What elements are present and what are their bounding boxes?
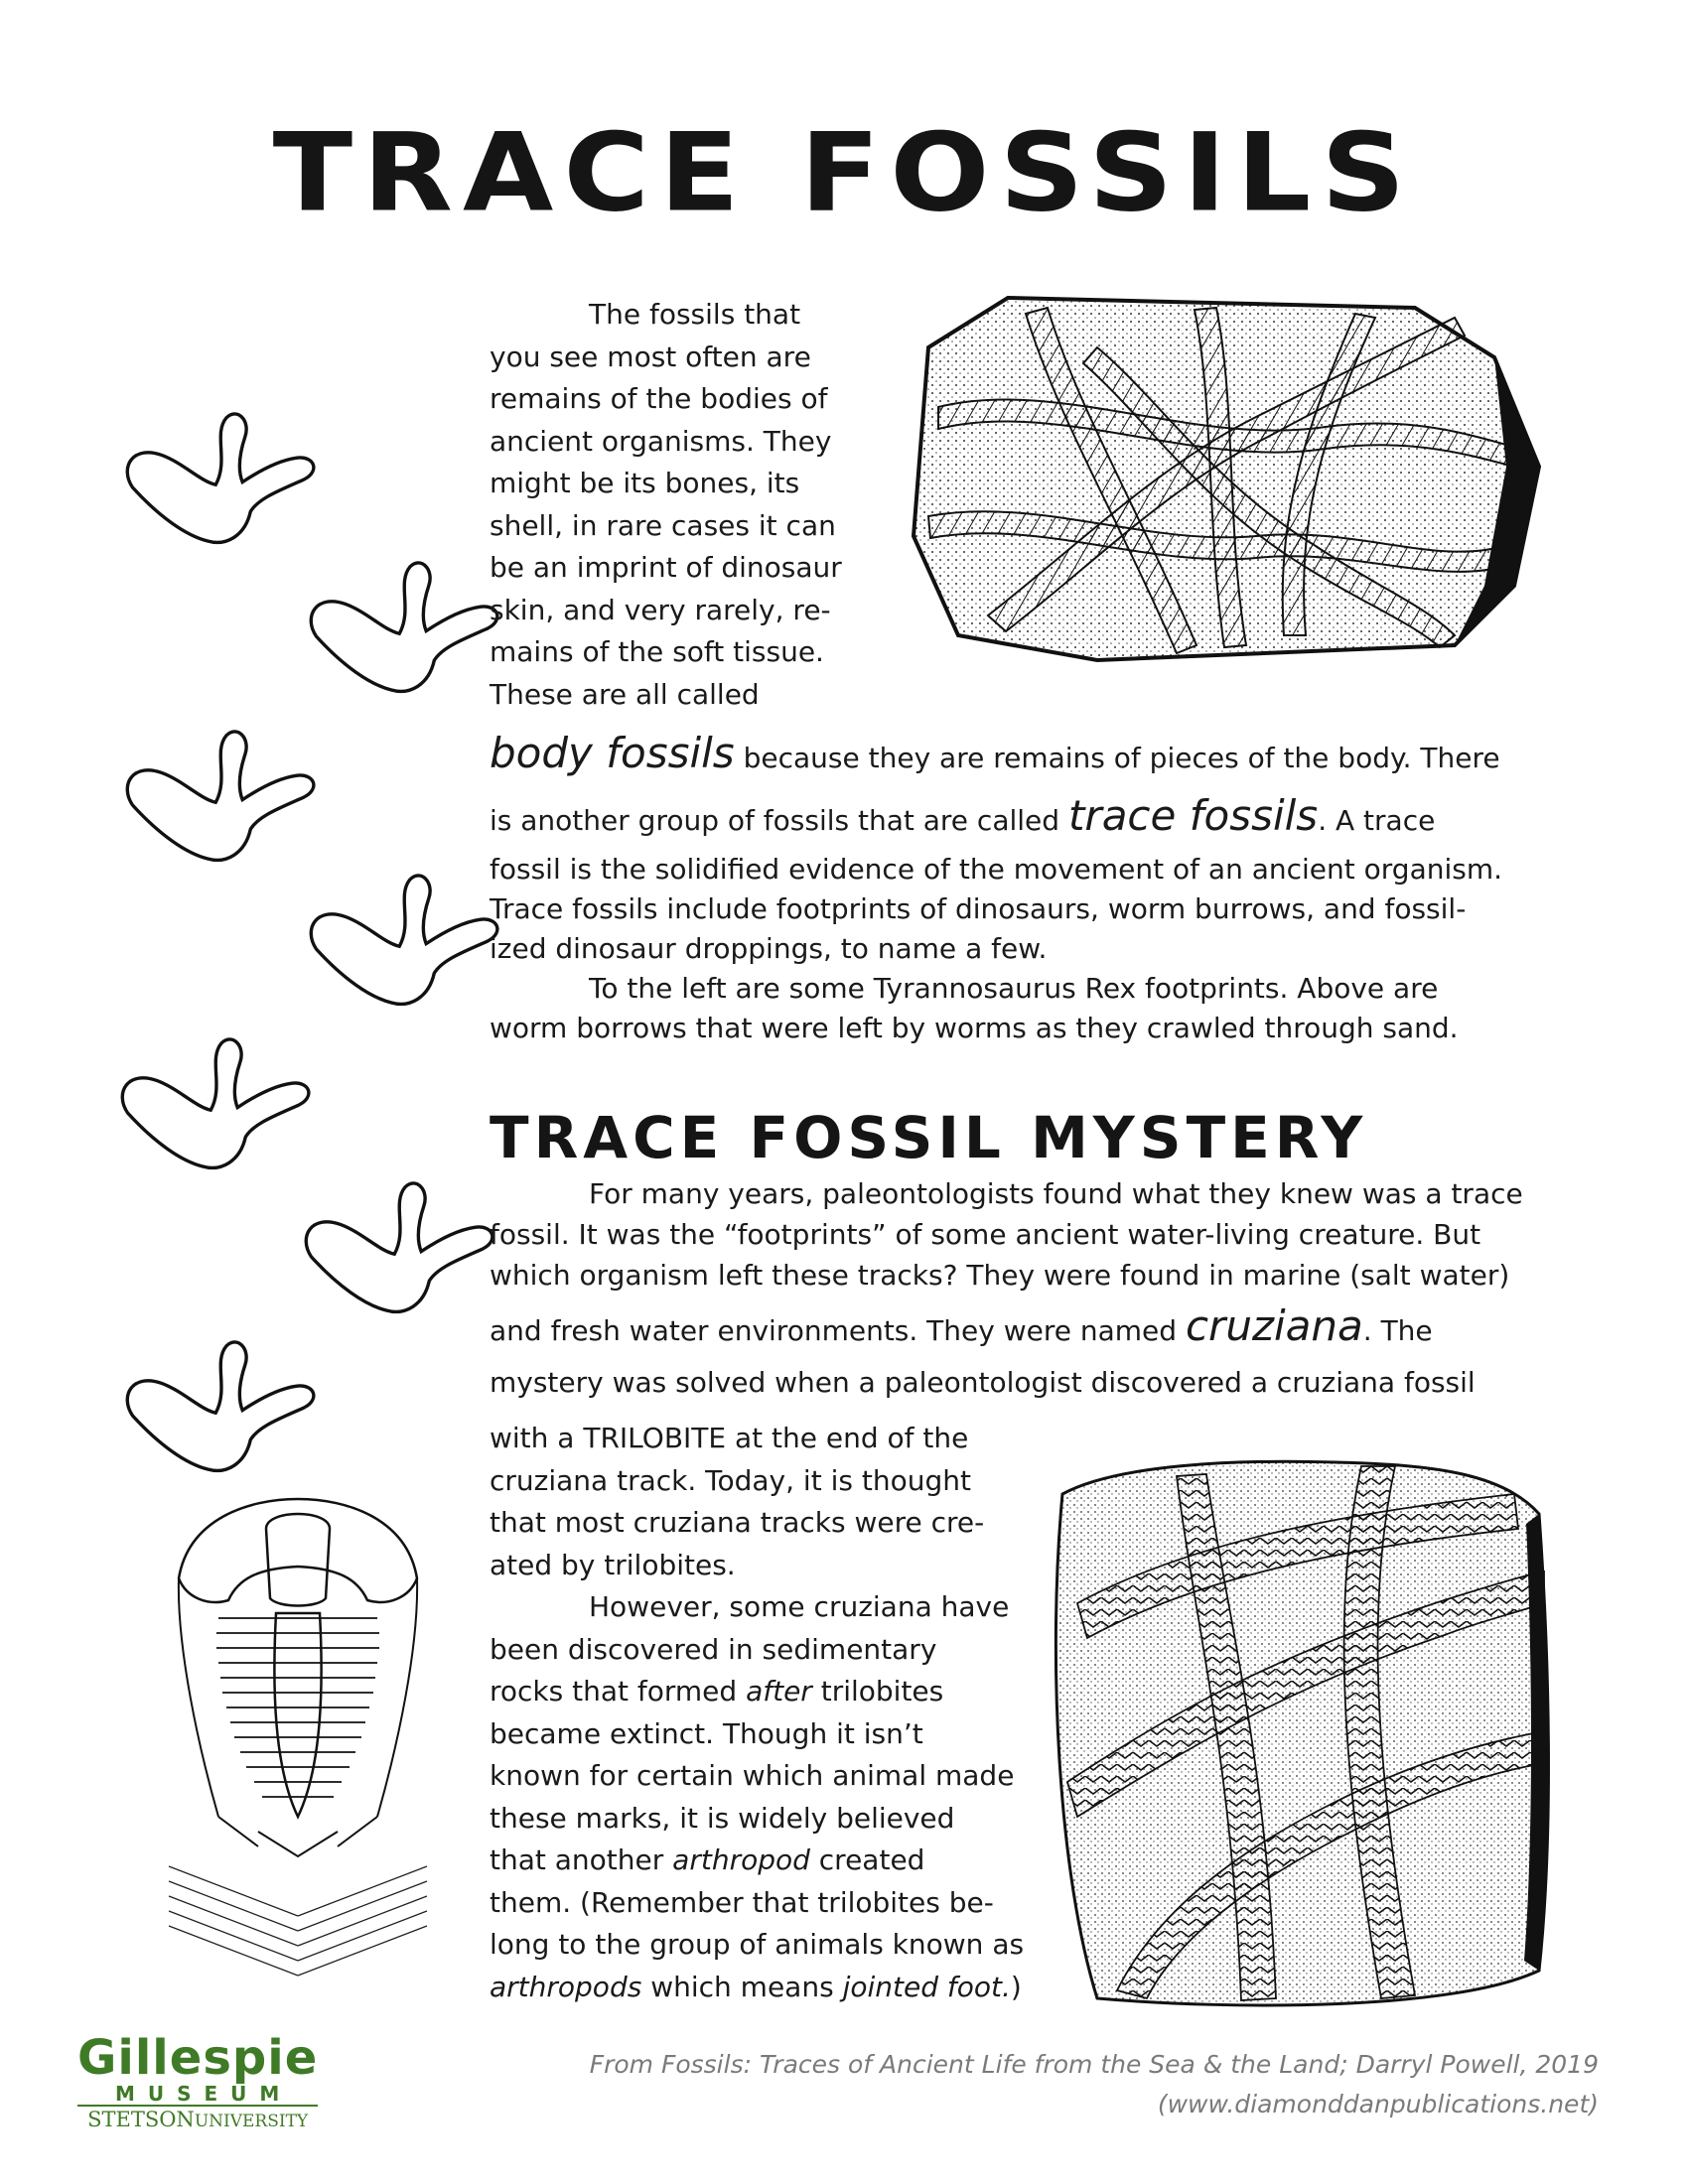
term-trace-fossils: trace fossils [1067,791,1319,840]
mystery-line: that most cruziana tracks were cre- [490,1506,985,1539]
section-heading: TRACE FOSSIL MYSTERY [490,1104,1368,1171]
intro-line: you see most often are [490,340,811,373]
term-body-fossils: body fossils [490,729,735,777]
mystery-text: and fresh water environments. They were named [490,1314,1186,1347]
logo-univ-name: STETSON [87,2108,195,2131]
mystery-line: these marks, it is widely believed [490,1801,955,1835]
intro-line: ized dinosaur droppings, to name a few. [490,932,1048,965]
credit-url: (www.diamonddanpublications.net) [1157,2090,1599,2118]
footprint-icon [127,414,314,542]
mystery-narrow-paragraph [490,1418,1046,2008]
emphasis-arthropod: arthropod [672,1843,810,1876]
worm-burrow-rock [899,288,1554,665]
footprint-icon [311,563,497,691]
intro-text: is another group of fossils that are called [490,804,1068,837]
mystery-line: ated by trilobites. [490,1548,736,1581]
mystery-text: which means [641,1970,843,2003]
page-title: TRACE FOSSILS [272,109,1416,236]
intro-line: skin, and very rarely, re- [490,593,831,626]
emphasis-jointed-foot: jointed foot. [842,1970,1011,2003]
mystery-line: known for certain which animal made [490,1759,1015,1792]
mystery-text: trilobites [811,1675,944,1707]
intro-wide-paragraph [490,725,1612,1048]
mystery-line: with a TRILOBITE at the end of the [490,1422,969,1454]
mystery-line: cruziana track. Today, it is thought [490,1463,971,1497]
intro-line: To the left are some Tyrannosaurus Rex footprints. Above are [589,972,1439,1005]
mystery-line: became extinct. Though it isn’t [490,1716,923,1750]
mystery-line: For many years, paleontologists found what they knew was a trace [589,1177,1523,1210]
intro-text: because they are remains of pieces of the body. There [734,742,1500,774]
mystery-line: long to the group of animals known as [490,1928,1025,1961]
mystery-line: which organism left these tracks? They were found in marine (salt water) [490,1259,1510,1292]
mystery-line: them. (Remember that trilobites be- [490,1885,994,1919]
logo-university [77,2105,318,2134]
mystery-text: rocks that formed [490,1675,747,1707]
intro-line: remains of the bodies of [490,382,828,415]
intro-line: fossil is the solidified evidence of the movement of an ancient organism. [490,853,1503,886]
intro-text: . A trace [1318,804,1436,837]
credit-citation: From Fossils: Traces of Ancient Life from the Sea & the Land; Darryl Powell, 2019 [589,2050,1599,2079]
logo-subtitle: MUSEUM [114,2082,293,2106]
mystery-text: ) [1010,1970,1022,2003]
logo-title: Gillespie [77,2030,319,2086]
intro-line: worm borrows that were left by worms as they crawled through sand. [490,1012,1459,1044]
mystery-line [490,1296,1621,1362]
footprint-icon [127,1342,314,1470]
intro-line: These are all called [490,677,760,711]
emphasis-after: after [746,1675,812,1707]
gillespie-museum-logo [77,2030,319,2134]
intro-line [490,787,1612,850]
mystery-line: mystery was solved when a paleontologist discovered a cruziana fossil [490,1366,1476,1399]
source-credit [590,2045,1599,2124]
footprint-icon [311,876,497,1004]
mystery-text: that another [490,1843,673,1876]
mystery-line [490,1967,1046,2009]
mystery-line: been discovered in sedimentary [490,1632,937,1666]
intro-line: mains of the soft tissue. [490,635,824,668]
intro-line: be an imprint of dinosaur [490,551,842,584]
trilobite-drawing [149,1489,447,1995]
footprints-illustration [109,407,506,1499]
footprint-icon [306,1183,492,1311]
intro-line [490,725,1612,787]
mystery-line: fossil. It was the “footprints” of some ancient water-living creature. But [490,1218,1481,1251]
emphasis-arthropods: arthropods [490,1970,642,2003]
intro-paragraph [490,294,907,716]
mystery-text: created [809,1843,925,1876]
mystery-line: However, some cruziana have [589,1590,1010,1623]
mystery-line [490,1671,1046,1713]
term-cruziana: cruziana [1185,1301,1363,1350]
footprint-icon [127,732,314,860]
intro-line: might be its bones, its [490,467,800,499]
mystery-line [490,1840,1046,1882]
logo-univ-word: UNIVERSITY [194,2112,309,2131]
mystery-text: . The [1362,1314,1433,1347]
intro-line: Trace fossils include footprints of dinosaurs, worm burrows, and fossil- [490,892,1467,925]
footprint-icon [122,1039,309,1167]
mystery-paragraph [490,1173,1621,1403]
intro-line: shell, in rare cases it can [490,508,836,542]
intro-line: ancient organisms. They [490,424,832,458]
intro-line: The fossils that [589,298,801,331]
cruziana-rock [1038,1454,1564,2020]
